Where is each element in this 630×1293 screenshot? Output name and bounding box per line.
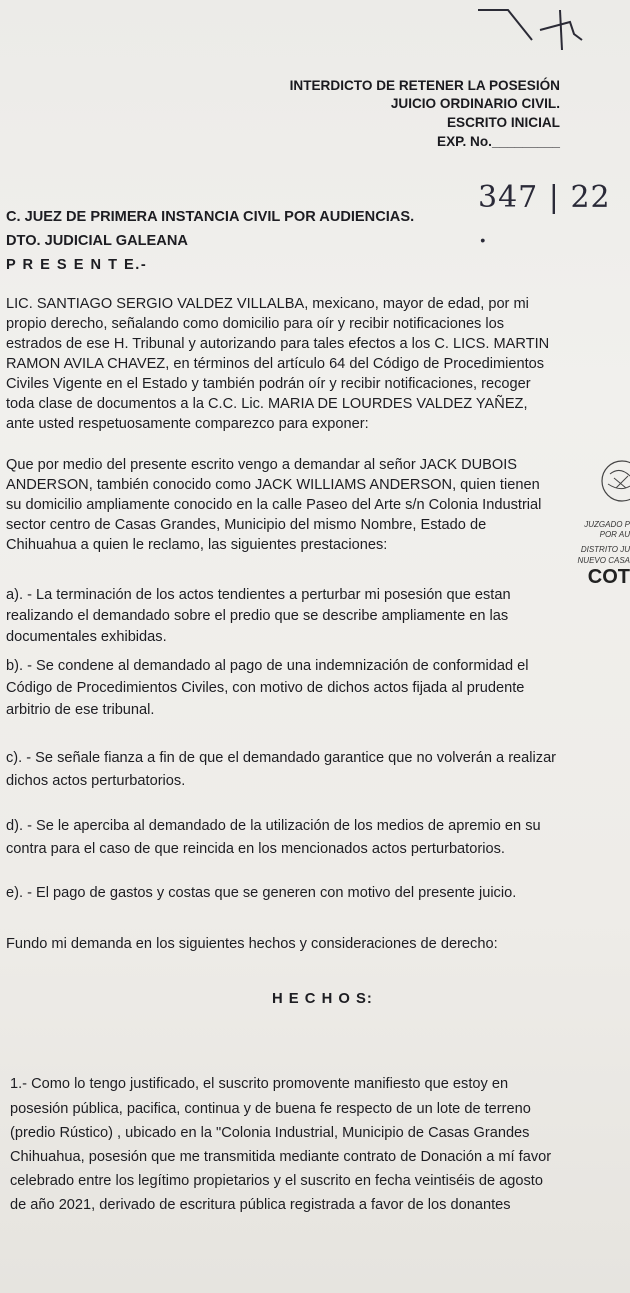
claim-b-line: arbitrio de ese tribunal. bbox=[6, 702, 155, 718]
claim-b-line: Código de Procedimientos Civiles, con motivo de dichos actos fijada al prudente bbox=[6, 680, 525, 696]
demand-line: Chihuahua a quien le reclamo, las siguientes prestaciones: bbox=[6, 537, 388, 553]
intro-line: propio derecho, señalando como domicilio para oír y recibir notificaciones los bbox=[6, 316, 505, 332]
claim-d-line: d). - Se le aperciba al demandado de la utilización de los medios de apremio en su bbox=[6, 818, 541, 834]
facts-heading: H E C H O S: bbox=[272, 991, 373, 1007]
court-stamp-line: NUEVO CASA bbox=[577, 556, 630, 565]
intro-line: toda clase de documentos a la C.C. Lic. MARIA DE LOURDES VALDEZ YAÑEZ, bbox=[6, 396, 528, 412]
handwritten-corner-mark bbox=[470, 0, 630, 60]
intro-line: LIC. SANTIAGO SERGIO VALDEZ VILLALBA, mexicano, mayor de edad, por mi bbox=[6, 296, 529, 312]
claim-a-line: a). - La terminación de los actos tendientes a perturbar mi posesión que estan bbox=[6, 587, 511, 603]
claim-a-line: realizando el demandado sobre el predio que se describe ampliamente en las bbox=[6, 608, 509, 624]
intro-line: ante usted respetuosamente comparezco para exponer: bbox=[6, 416, 369, 432]
fact-1-line: posesión pública, pacifica, continua y de buena fe respecto de un lote de terreno bbox=[10, 1101, 531, 1117]
demand-line: su domicilio ampliamente conocido en la calle Paseo del Arte s/n Colonia Industrial bbox=[6, 497, 542, 513]
demand-line: Que por medio del presente escrito vengo a demandar al señor JACK DUBOIS bbox=[6, 457, 518, 473]
case-type-heading: INTERDICTO DE RETENER LA POSESIÓN bbox=[289, 78, 560, 93]
basis-statement: Fundo mi demanda en los siguientes hechos y consideraciones de derecho: bbox=[6, 936, 498, 952]
doc-type-heading: ESCRITO INICIAL bbox=[446, 115, 560, 130]
fact-1-line: 1.- Como lo tengo justificado, el suscrito promovente manifiesto que estoy en bbox=[10, 1076, 509, 1092]
claim-d-line: contra para el caso de que reincida en los mencionados actos perturbatorios. bbox=[6, 841, 505, 857]
court-stamp-line: JUZGADO P bbox=[584, 520, 630, 529]
expediente-label: EXP. No._________ bbox=[437, 134, 560, 149]
handwritten-expediente-number: 347 | 22 . bbox=[478, 180, 611, 250]
fact-1-line: celebrado entre los legítimo propietarios y el suscrito en fecha veintiséis de agosto bbox=[10, 1173, 543, 1189]
claim-c-line: dichos actos perturbatorios. bbox=[6, 773, 186, 789]
fact-1-line: (predio Rústico) , ubicado en la "Colonia Industrial, Municipio de Casas Grandes bbox=[10, 1125, 530, 1141]
intro-line: RAMON AVILA CHAVEZ, en términos del artículo 64 del Código de Procedimientos bbox=[6, 356, 545, 372]
intro-line: Civiles Vigente en el Estado y también podrán oír y recibir notificaciones, recoger bbox=[6, 376, 531, 392]
claim-e-line: e). - El pago de gastos y costas que se generen con motivo del presente juicio. bbox=[6, 885, 517, 901]
court-seal-icon bbox=[592, 458, 630, 504]
claim-b-line: b). - Se condene al demandado al pago de una indemnización de conformidad el bbox=[6, 658, 529, 674]
addressee-presente: P R E S E N T E.- bbox=[6, 257, 148, 273]
claim-a-line: documentales exhibidas. bbox=[6, 629, 167, 645]
trial-type-heading: JUICIO ORDINARIO CIVIL. bbox=[390, 96, 560, 111]
fact-1-line: Chihuahua, posesión que me transmitida mediante contrato de Donación a mí favor bbox=[10, 1149, 552, 1165]
intro-line: estrados de ese H. Tribunal y autorizando para tales efectos a los C. LICS. MARTIN bbox=[6, 336, 550, 352]
court-stamp-line: POR AU bbox=[599, 530, 630, 539]
demand-line: sector centro de Casas Grandes, Municipio del mismo Nombre, Estado de bbox=[6, 517, 487, 533]
court-stamp-line: DISTRITO JU bbox=[580, 545, 630, 554]
fact-1-line: de año 2021, derivado de escritura pública registrada a favor de los donantes bbox=[10, 1197, 511, 1213]
addressee-judge: C. JUEZ DE PRIMERA INSTANCIA CIVIL POR AUDIENCIAS. bbox=[6, 209, 415, 225]
demand-line: ANDERSON, también conocido como JACK WILLIAMS ANDERSON, quien tienen bbox=[6, 477, 540, 493]
claim-c-line: c). - Se señale fianza a fin de que el demandado garantice que no volverán a realizar bbox=[6, 750, 557, 766]
court-stamp-large-text: COT bbox=[587, 566, 630, 588]
addressee-district: DTO. JUDICIAL GALEANA bbox=[6, 233, 188, 249]
